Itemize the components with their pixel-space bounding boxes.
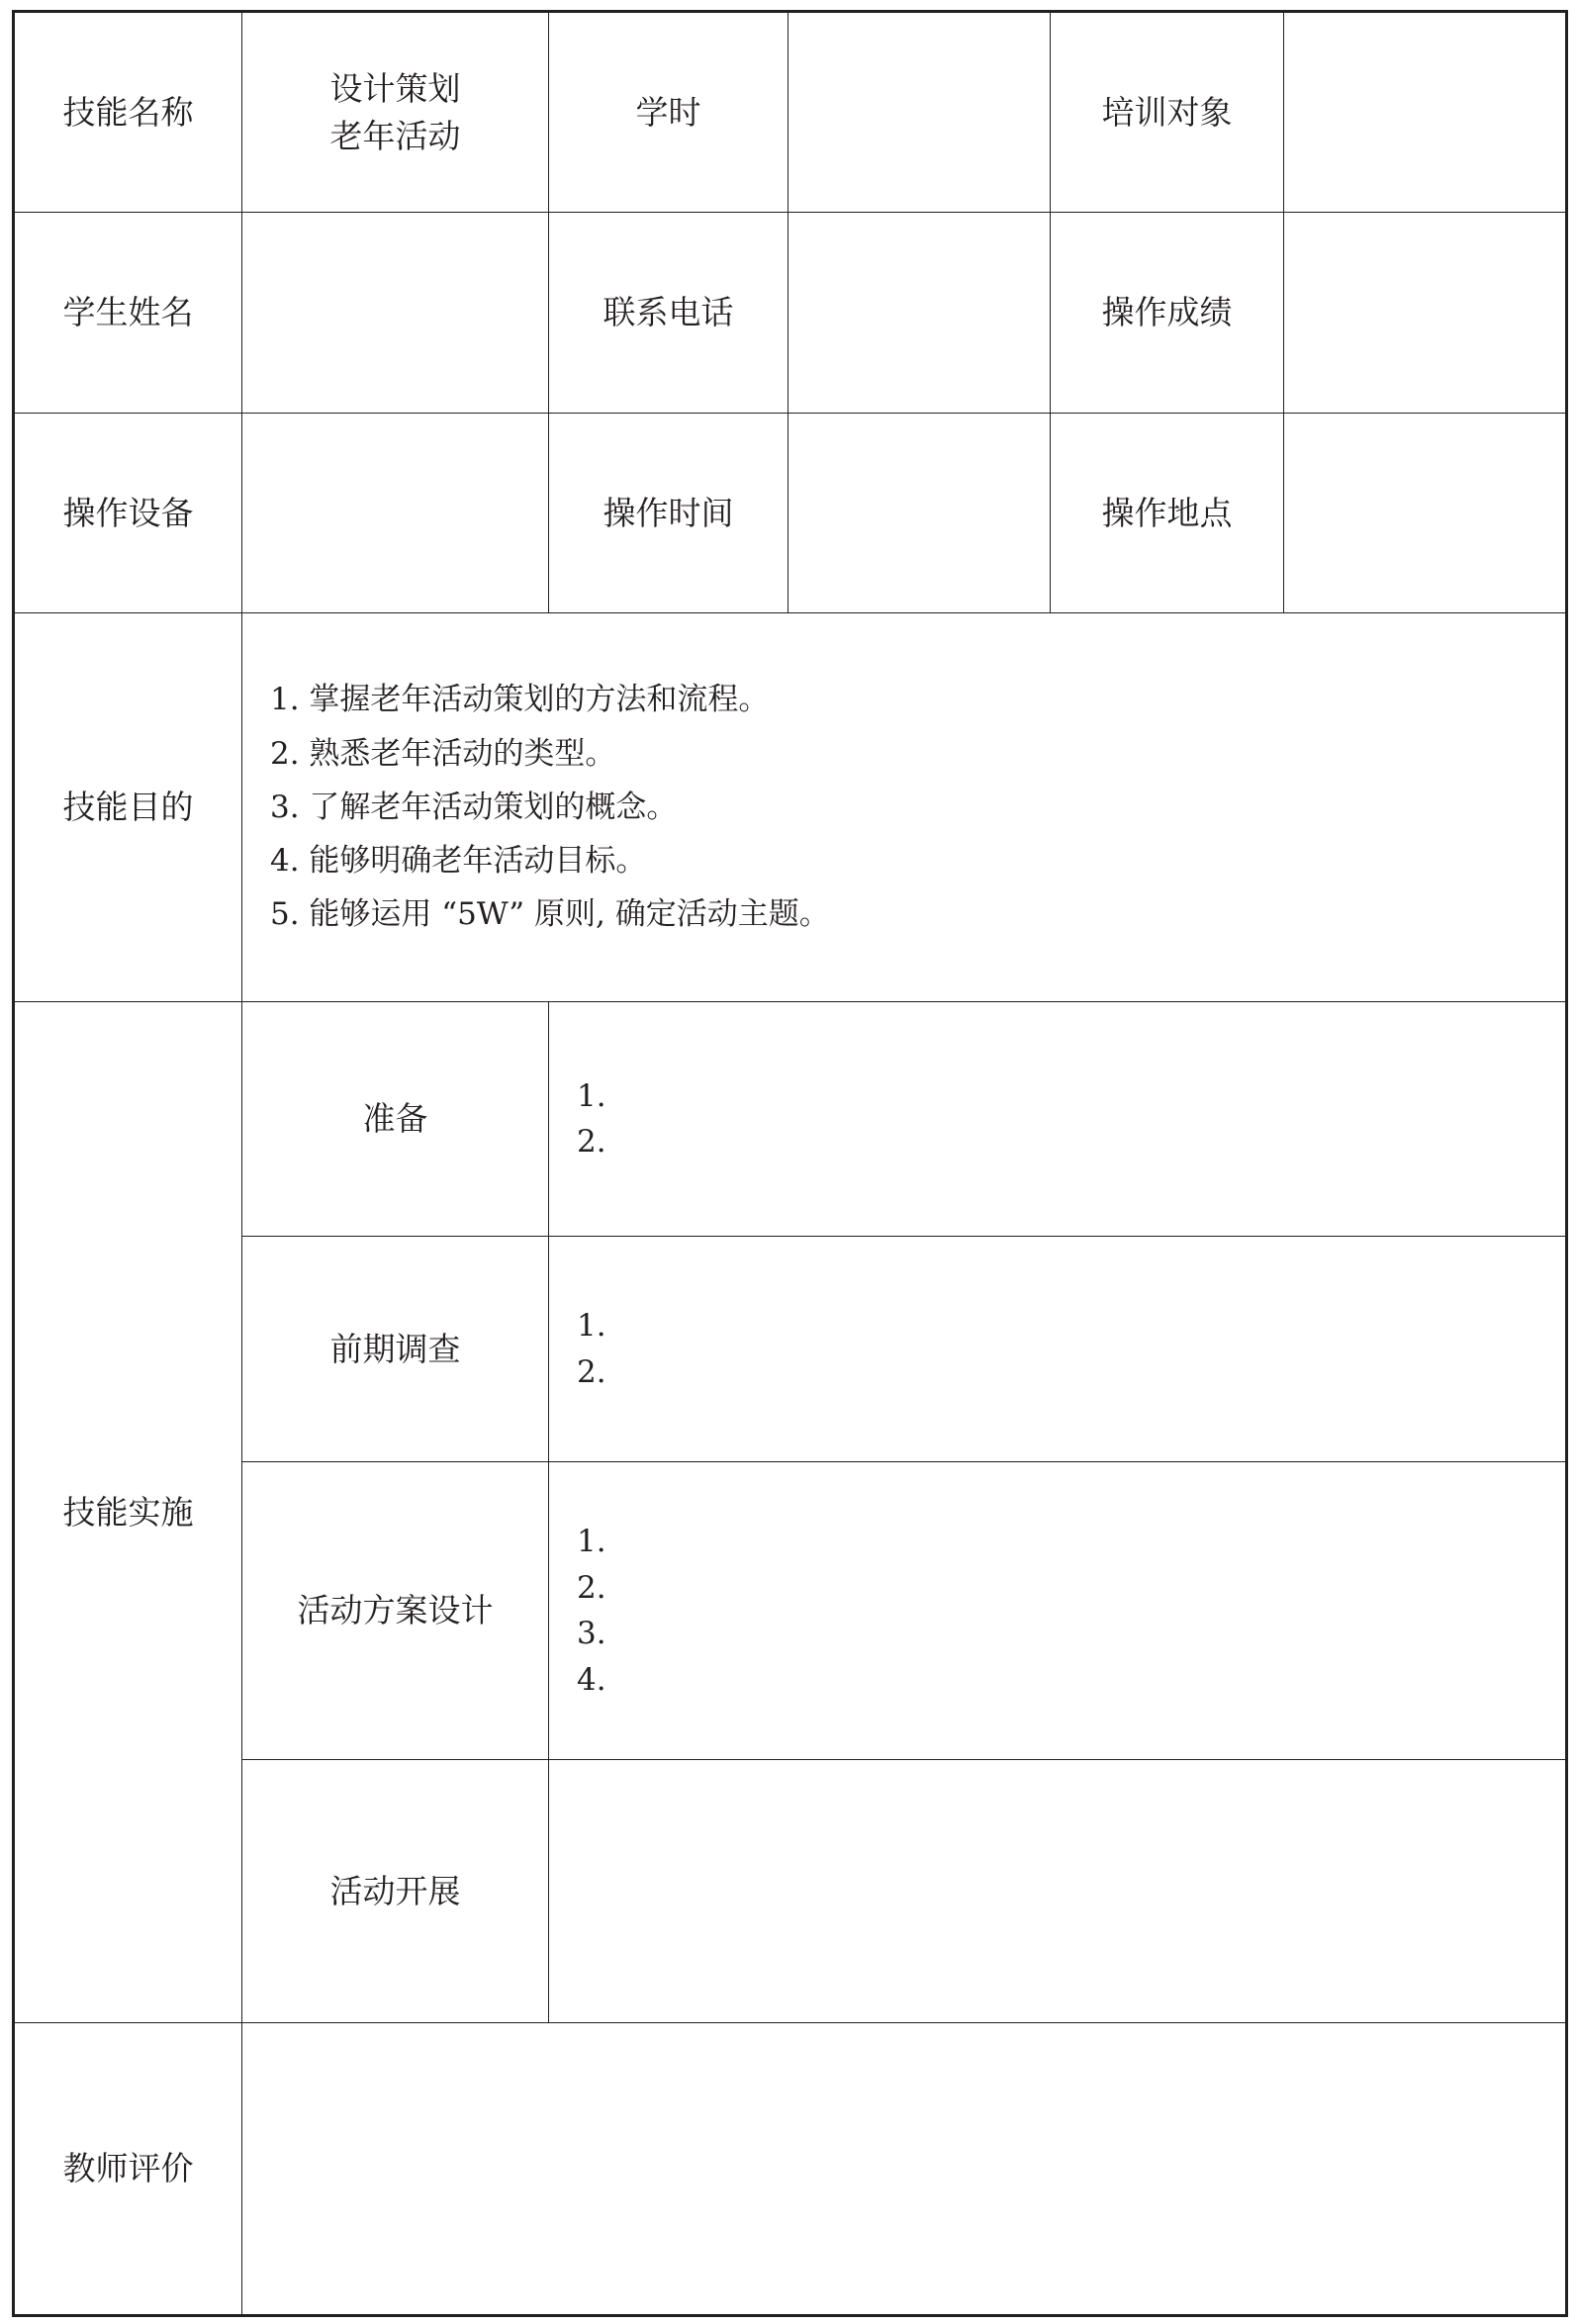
- student-name-field[interactable]: [242, 213, 549, 414]
- row-step-preparation: [14, 1002, 1567, 1237]
- operation-time-field[interactable]: [788, 414, 1051, 613]
- row-operation-info: [14, 414, 1567, 613]
- purpose-item: 1. 掌握老年活动策划的方法和流程。: [270, 682, 770, 718]
- step-content-survey[interactable]: [549, 1237, 1567, 1462]
- operation-score-label: 操作成绩: [1051, 213, 1284, 414]
- step-item: 2.: [577, 1353, 606, 1390]
- step-item: 1.: [577, 1308, 606, 1344]
- purpose-item: 5. 能够运用 “5W” 原则, 确定活动主题。: [270, 896, 830, 933]
- step-label-activity: 活动开展: [242, 1760, 549, 2023]
- step-label-plan-design: 活动方案设计: [242, 1462, 549, 1760]
- row-step-survey: [14, 1237, 1567, 1462]
- phone-label: 联系电话: [549, 213, 788, 414]
- purpose-item: 3. 了解老年活动策划的概念。: [270, 789, 678, 825]
- step-item: 4.: [577, 1661, 606, 1698]
- skill-training-record-table: [12, 10, 1568, 2317]
- skill-implementation-label: 技能实施: [14, 1002, 242, 2023]
- purpose-item: 2. 熟悉老年活动的类型。: [270, 735, 616, 772]
- purpose-item: 4. 能够明确老年活动目标。: [270, 843, 647, 880]
- operation-location-label: 操作地点: [1051, 414, 1284, 613]
- operation-equipment-label: 操作设备: [14, 414, 242, 613]
- operation-score-field[interactable]: [1284, 213, 1567, 414]
- teacher-evaluation-label: 教师评价: [14, 2023, 242, 2316]
- phone-field[interactable]: [788, 213, 1051, 414]
- skill-name-value-line1: 设计策划: [329, 68, 461, 108]
- step-item: 1.: [577, 1524, 606, 1559]
- row-teacher-evaluation: [14, 2023, 1567, 2316]
- step-content-activity[interactable]: [549, 1760, 1567, 2023]
- operation-location-field[interactable]: [1284, 414, 1567, 613]
- step-content-plan-design[interactable]: [549, 1462, 1567, 1760]
- step-item: 2.: [577, 1124, 606, 1160]
- step-item: 2.: [577, 1569, 606, 1606]
- skill-name-label: 技能名称: [14, 12, 242, 213]
- step-label-survey: 前期调查: [242, 1237, 549, 1462]
- operation-time-label: 操作时间: [549, 414, 788, 613]
- row-step-plan-design: [14, 1462, 1567, 1760]
- operation-equipment-field[interactable]: [242, 414, 549, 613]
- row-step-activity: [14, 1760, 1567, 2023]
- teacher-evaluation-field[interactable]: [242, 2023, 1567, 2316]
- row-student-info: [14, 213, 1567, 414]
- training-target-label: 培训对象: [1051, 12, 1284, 213]
- training-target-value-field[interactable]: [1284, 12, 1567, 213]
- skill-name-value-line2: 老年活动: [329, 116, 461, 155]
- skill-name-value: [242, 12, 549, 213]
- student-name-label: 学生姓名: [14, 213, 242, 414]
- step-item: 3.: [577, 1616, 606, 1651]
- step-content-preparation[interactable]: [549, 1002, 1567, 1237]
- row-skill-info: [14, 12, 1567, 213]
- skill-purpose-label: 技能目的: [14, 613, 242, 1002]
- skill-purpose-list: [242, 613, 1567, 1002]
- step-item: 1.: [577, 1077, 606, 1114]
- hours-label: 学时: [549, 12, 788, 213]
- row-skill-purpose: [14, 613, 1567, 1002]
- hours-value-field[interactable]: [788, 12, 1051, 213]
- step-label-preparation: 准备: [242, 1002, 549, 1237]
